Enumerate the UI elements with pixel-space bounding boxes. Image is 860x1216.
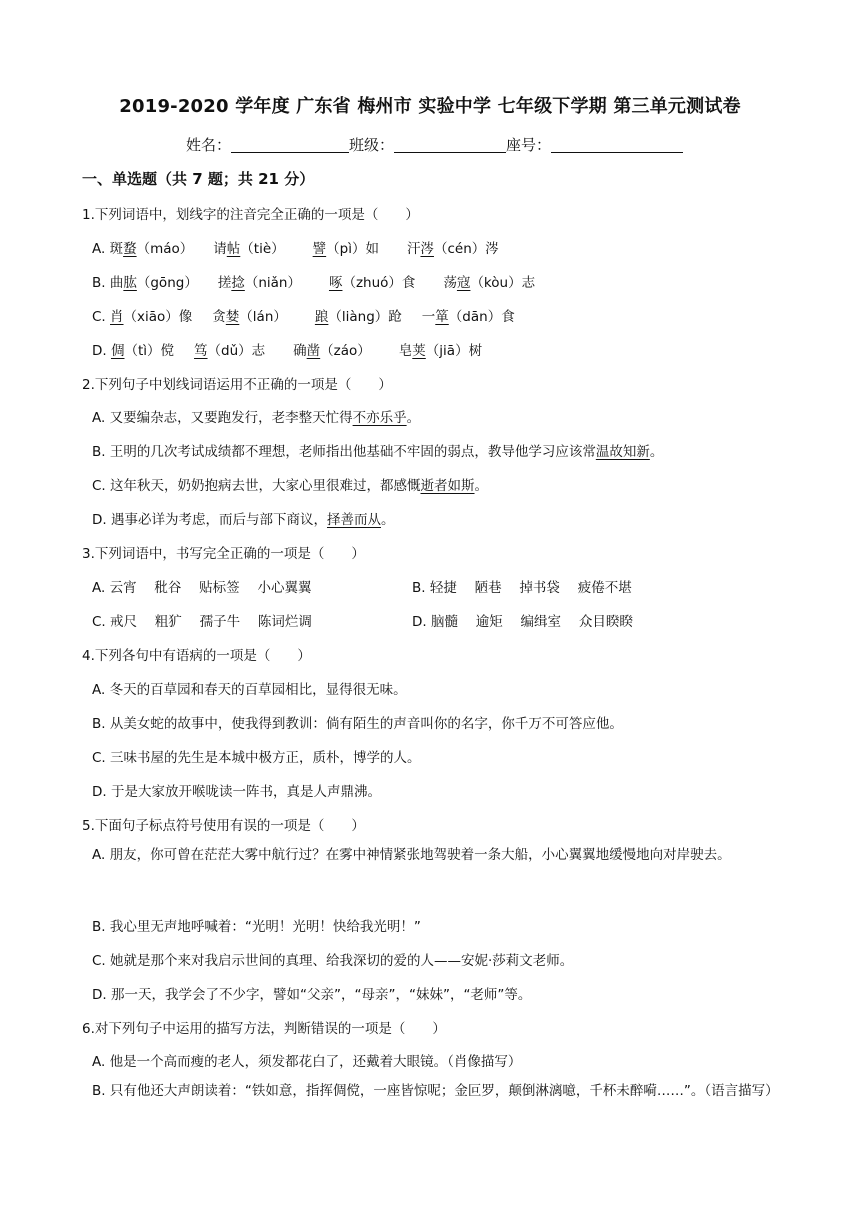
question-1-option-a[interactable]: A. 斑蝥（máo） 请帖（tiè） 譬（pì）如 汗涔（cén）涔 <box>92 241 499 257</box>
seat-blank[interactable] <box>551 136 683 153</box>
question-5-option-c[interactable]: C. 她就是那个来对我启示世间的真理、给我深切的爱的人——安妮·莎莉文老师。 <box>92 953 574 969</box>
name-blank[interactable] <box>231 136 349 153</box>
question-2-option-c[interactable]: C. 这年秋天，奶奶抱病去世，大家心里很难过，都感慨逝者如斯。 <box>92 478 489 494</box>
question-5-stem: 5.下面句子标点符号使用有误的一项是（ ） <box>82 818 365 834</box>
question-2-option-a[interactable]: A. 又要编杂志，又要跑发行，老李整天忙得不亦乐乎。 <box>92 410 421 426</box>
class-blank[interactable] <box>394 136 506 153</box>
question-6-stem: 6.对下列句子中运用的描写方法，判断错误的一项是（ ） <box>82 1021 446 1037</box>
question-1-option-b[interactable]: B. 曲肱（gōng） 搓捻（niǎn） 啄（zhuó）食 荡寇（kòu）志 <box>92 275 536 291</box>
question-3-stem: 3.下列词语中，书写完全正确的一项是（ ） <box>82 546 365 562</box>
question-2-option-b[interactable]: B. 王明的几次考试成绩都不理想，老师指出他基础不牢固的弱点，教导他学习应该常温故知新。 <box>92 444 664 460</box>
question-5-option-d[interactable]: D. 那一天，我学会了不少字，譬如“父亲”，“母亲”，“妹妹”，“老师”等。 <box>92 987 532 1003</box>
seat-label: 座号： <box>506 136 552 154</box>
question-2-option-d[interactable]: D. 遇事必详为考虑，而后与部下商议，择善而从。 <box>92 512 395 528</box>
question-4-option-a[interactable]: A. 冬天的百草园和春天的百草园相比，显得很无味。 <box>92 682 407 698</box>
question-6-option-a[interactable]: A. 他是一个高而瘦的老人，须发都花白了，还戴着大眼镜。（肖像描写） <box>92 1054 522 1070</box>
section-heading: 一、单选题（共 7 题；共 21 分） <box>82 170 315 188</box>
question-3-option-a[interactable]: A. 云宵 秕谷 贴标签 小心翼翼 <box>92 580 312 596</box>
question-4-option-c[interactable]: C. 三味书屋的先生是本城中极方正，质朴，博学的人。 <box>92 750 421 766</box>
exam-title: 2019-2020 学年度 广东省 梅州市 实验中学 七年级下学期 第三单元测试卷 <box>119 96 741 117</box>
student-info-line <box>186 134 683 155</box>
question-3-option-d[interactable]: D. 脑髓 逾矩 编缉室 众目睽睽 <box>412 614 633 630</box>
name-label: 姓名： <box>186 136 232 154</box>
question-1-stem: 1.下列词语中，划线字的注音完全正确的一项是（ ） <box>82 207 419 223</box>
question-6-option-b[interactable]: B. 只有他还大声朗读着：“铁如意，指挥倜傥，一座皆惊呢；金叵罗，颠倒淋漓噫，千杯未醉嗬……”。（语言描写） <box>92 1083 779 1099</box>
question-5-option-b[interactable]: B. 我心里无声地呼喊着：“光明！光明！快给我光明！” <box>92 919 421 935</box>
question-3-option-b[interactable]: B. 轻捷 陋巷 掉书袋 疲倦不堪 <box>412 580 632 596</box>
question-5-option-a[interactable]: A. 朋友，你可曾在茫茫大雾中航行过？在雾中神情紧张地驾驶着一条大船，小心翼翼地缓慢地向对岸驶去。 <box>92 847 731 863</box>
question-1-option-d[interactable]: D. 倜（tì）傥 笃（dǔ）志 确凿（záo） 皂荚（jiā）树 <box>92 343 483 359</box>
question-4-option-b[interactable]: B. 从美女蛇的故事中，使我得到教训：倘有陌生的声音叫你的名字，你千万不可答应他。 <box>92 716 623 732</box>
question-3-option-c[interactable]: C. 戒尺 粗犷 孺子牛 陈词烂调 <box>92 614 312 630</box>
question-1-option-c[interactable]: C. 肖（xiāo）像 贪婪（lán） 踉（liàng）跄 一箪（dān）食 <box>92 309 515 325</box>
question-4-stem: 4.下列各句中有语病的一项是（ ） <box>82 648 311 664</box>
question-2-stem: 2.下列句子中划线词语运用不正确的一项是（ ） <box>82 377 392 393</box>
class-label: 班级： <box>349 136 395 154</box>
question-4-option-d[interactable]: D. 于是大家放开喉咙读一阵书，真是人声鼎沸。 <box>92 784 381 800</box>
